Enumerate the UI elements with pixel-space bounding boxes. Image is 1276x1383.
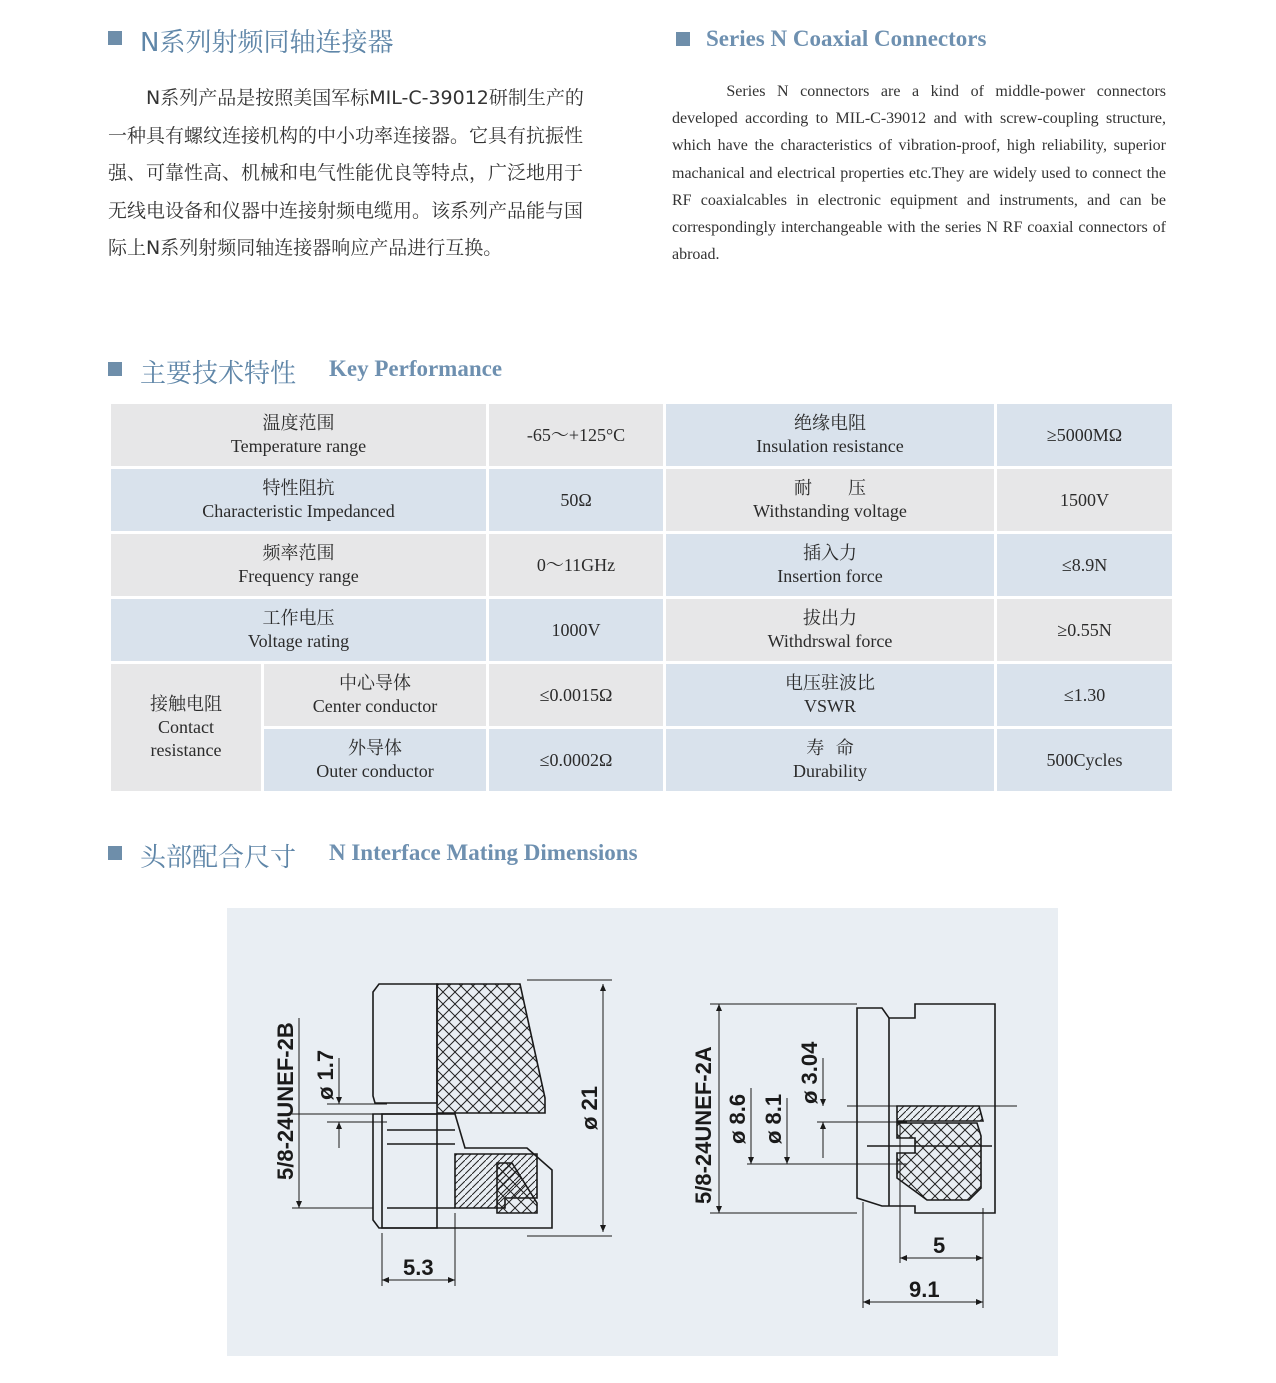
- female-d1-label: ø 1.7: [313, 1049, 338, 1100]
- contact-resistance-label: 接触电阻 Contact resistance: [110, 663, 263, 793]
- table-row: [110, 728, 1174, 793]
- table-row: [110, 468, 1174, 533]
- male-len1-label: 5: [933, 1233, 946, 1258]
- section-title-en: Series N Coaxial Connectors: [706, 26, 987, 51]
- section-marker-icon: [108, 31, 122, 45]
- male-connector-drawing: [857, 1004, 995, 1213]
- female-thread-label: 5/8-24UNEF-2B: [273, 1022, 298, 1180]
- intro-en-paragraph: Series N connectors are a kind of middle-power connectors developed according to MIL-C-39012 and with screw-coupling structure, which have the characteristics of vibration-proof, high reliability, superior machanical and electrical properties etc.They are widely used to connect the RF coaxialcables in electronic equipment and instruments, and can be correspondingly interchangeable with the series N RF coaxial connectors of abroad.: [672, 83, 1166, 264]
- section-marker-icon: [108, 362, 122, 376]
- spec-value: ≤1.30: [996, 663, 1174, 728]
- male-len2-label: 9.1: [909, 1277, 940, 1302]
- key-performance-title-cn: 主要技术特性: [140, 359, 297, 389]
- table-row: [110, 403, 1174, 468]
- spec-value: 1000V: [488, 598, 665, 663]
- mating-dimension-drawing: [227, 908, 1058, 1356]
- spec-value: ≤8.9N: [996, 533, 1174, 598]
- spec-label: 工作电压 Voltage rating: [110, 598, 488, 663]
- male-thread-label: 5/8-24UNEF-2A: [691, 1046, 716, 1204]
- table-row: [110, 533, 1174, 598]
- spec-value: ≥5000MΩ: [996, 403, 1174, 468]
- table-row: [110, 663, 1174, 728]
- spec-value: ≤0.0002Ω: [488, 728, 665, 793]
- male-d2-label: ø 8.1: [761, 1093, 786, 1144]
- spec-label: 耐 压 Withstanding voltage: [665, 468, 996, 533]
- spec-value: ≥0.55N: [996, 598, 1174, 663]
- spec-value: 0～11GHz: [488, 533, 665, 598]
- spec-value: 50Ω: [488, 468, 665, 533]
- female-d2-label: ø 21: [577, 1085, 602, 1130]
- mating-title-cn: 头部配合尺寸: [140, 843, 297, 873]
- spec-value: 500Cycles: [996, 728, 1174, 793]
- spec-value: 1500V: [996, 468, 1174, 533]
- key-performance-table: [108, 401, 1175, 794]
- section-marker-icon: [676, 32, 690, 46]
- spec-label: 温度范围 Temperature range: [110, 403, 488, 468]
- male-d1-label: ø 8.6: [725, 1093, 750, 1144]
- table-row: [110, 598, 1174, 663]
- female-len-label: 5.3: [403, 1255, 434, 1280]
- spec-label: 电压驻波比 VSWR: [665, 663, 996, 728]
- intro-cn-paragraph: N系列产品是按照美国军标MIL-C-39012研制生产的一种具有螺纹连接机构的中小功率连接器。它具有抗振性强、可靠性高、机械和电气性能优良等特点，广泛地用于无线电设备和仪器中连接射频电缆用。该系列产品能与国际上N系列射频同轴连接器响应产品进行互换。: [108, 87, 584, 260]
- female-connector-drawing: [373, 984, 552, 1228]
- mating-title-en: N Interface Mating Dimensions: [329, 840, 638, 865]
- spec-value: -65～+125°C: [488, 403, 665, 468]
- spec-label: 绝缘电阻 Insulation resistance: [665, 403, 996, 468]
- spec-label: 频率范围 Frequency range: [110, 533, 488, 598]
- section-title-cn: N系列射频同轴连接器: [140, 28, 394, 58]
- male-d3-label: ø 3.04: [797, 1041, 822, 1104]
- spec-label: 外导体 Outer conductor: [263, 728, 488, 793]
- spec-label: 插入力 Insertion force: [665, 533, 996, 598]
- spec-label: 特性阻抗 Characteristic Impedanced: [110, 468, 488, 533]
- connector-drawing-svg: [227, 908, 1058, 1356]
- section-marker-icon: [108, 846, 122, 860]
- spec-label: 寿 命 Durability: [665, 728, 996, 793]
- spec-label: 拔出力 Withdrswal force: [665, 598, 996, 663]
- key-performance-title-en: Key Performance: [329, 356, 503, 381]
- spec-value: ≤0.0015Ω: [488, 663, 665, 728]
- spec-label: 中心导体 Center conductor: [263, 663, 488, 728]
